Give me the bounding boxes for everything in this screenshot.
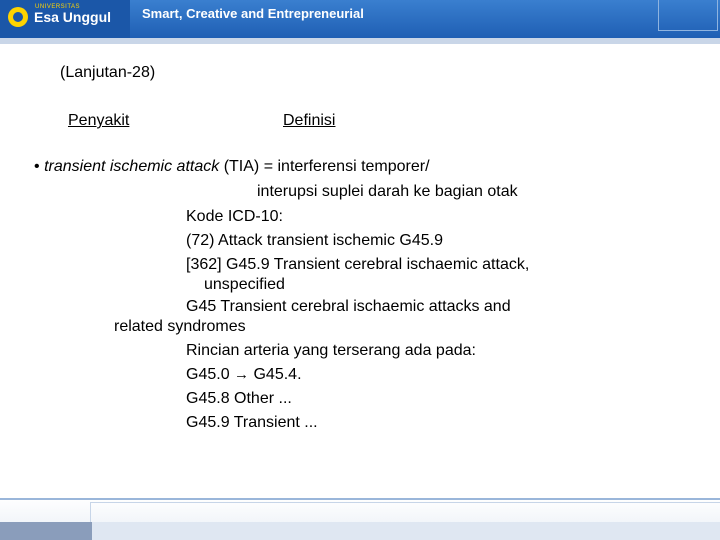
tagline: Smart, Creative and Entrepreneurial (142, 6, 364, 21)
range-line (186, 366, 302, 384)
column-header-definisi (283, 112, 461, 130)
footer-frame (90, 502, 720, 524)
column-header-penyakit (68, 112, 286, 130)
range-from: G45.0 (186, 366, 235, 383)
footer-strip (92, 522, 720, 540)
term-text: transient ischemic attack (44, 158, 220, 175)
icd-line-72: (72) Attack transient ischemic G45.9 (186, 232, 443, 249)
definition-line-2: interupsi suplei darah ke bagian otak (257, 183, 518, 200)
footer-decoration (0, 498, 720, 540)
g459-line: G45.9 Transient ... (186, 414, 318, 431)
rincian-line: Rincian arteria yang terserang ada pada: (186, 342, 476, 359)
range-to: G45.4. (249, 366, 302, 383)
column-penyakit-label: Penyakit (68, 112, 130, 129)
definition-line-1 (34, 158, 430, 176)
icd-label: Kode ICD-10: (186, 208, 283, 225)
column-definisi-label: Definisi (283, 112, 336, 129)
term-abbr: (TIA) (223, 158, 260, 175)
arrow-right-icon: → (234, 366, 250, 383)
footer-line (0, 498, 720, 500)
icd-line-g45: G45 Transient cerebral ischaemic attacks and (186, 298, 511, 315)
logo-small-text: UNIVERSITAS (35, 4, 81, 10)
bullet-icon: • (34, 158, 40, 175)
slide-subtitle: (Lanjutan-28) (60, 64, 156, 81)
icd-line-g45-cont: related syndromes (114, 318, 246, 335)
icd-line-362: [362] G45.9 Transient cerebral ischaemic attack, (186, 256, 530, 273)
g458-line: G45.8 Other ... (186, 390, 292, 407)
icd-line-362-cont: unspecified (204, 276, 285, 293)
logo-text: Esa Unggul (34, 9, 112, 25)
footer-dark-block (0, 522, 92, 540)
definition-text-1: = interferensi temporer/ (259, 158, 430, 175)
